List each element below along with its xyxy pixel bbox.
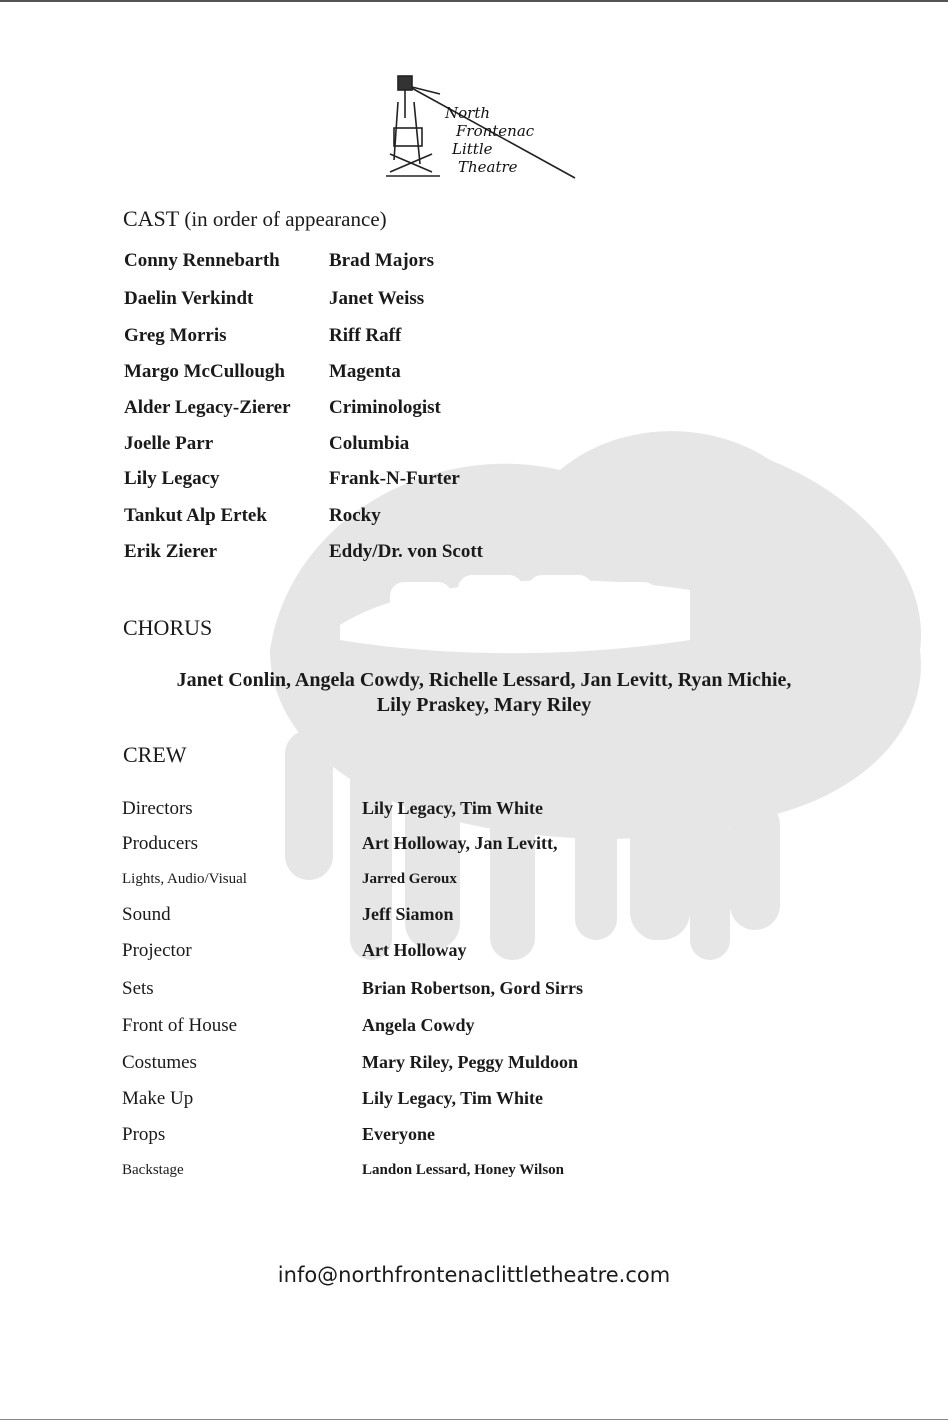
theatre-logo (380, 72, 580, 184)
crew-dept: Make Up (122, 1088, 194, 1109)
cast-role: Frank-N-Furter (329, 468, 460, 489)
logo-line-3: Little (452, 140, 493, 158)
crew-names: Landon Lessard, Honey Wilson (362, 1162, 565, 1178)
cast-role: Eddy/Dr. von Scott (329, 541, 483, 562)
cast-actor: Conny Rennebarth (124, 250, 280, 271)
crew-dept: Projector (122, 940, 192, 961)
crew-heading: CREW (123, 742, 187, 767)
cast-role: Criminologist (329, 397, 441, 418)
cast-heading (123, 206, 387, 232)
cast-role: Columbia (329, 433, 410, 454)
cast-role: Rocky (329, 505, 381, 526)
contact-email: info@northfrontenaclittletheatre.com (277, 1263, 671, 1287)
crew-names: Everyone (362, 1124, 435, 1144)
crew-names: Art Holloway (362, 940, 467, 960)
cast-actor: Erik Zierer (124, 541, 218, 562)
cast-title: CAST (123, 206, 179, 231)
crew-dept: Costumes (122, 1052, 197, 1073)
crew-names: Jeff Siamon (362, 904, 454, 924)
crew-dept: Directors (122, 798, 193, 819)
logo-line-1: North (445, 104, 491, 122)
crew-names: Art Holloway, Jan Levitt, (362, 833, 558, 853)
cast-actor: Tankut Alp Ertek (124, 505, 267, 526)
crew-names: Angela Cowdy (362, 1015, 475, 1035)
crew-dept: Producers (122, 833, 198, 854)
cast-actor: Joelle Parr (124, 433, 214, 454)
logo-line-4: Theatre (458, 158, 518, 176)
crew-dept: Sound (122, 904, 171, 925)
cast-role: Janet Weiss (329, 288, 425, 309)
cast-role: Brad Majors (329, 250, 435, 271)
crew-dept: Backstage (122, 1162, 184, 1178)
cast-actor: Alder Legacy-Zierer (124, 397, 291, 418)
chorus-line-2: Lily Praskey, Mary Riley (376, 694, 592, 716)
chorus-line-1: Janet Conlin, Angela Cowdy, Richelle Lessard, Jan Levitt, Ryan Michie, (176, 669, 792, 691)
cast-subtitle: (in order of appearance) (184, 207, 387, 231)
cast-actor: Lily Legacy (124, 468, 220, 489)
cast-role: Riff Raff (329, 325, 402, 346)
bottom-rule (0, 1419, 948, 1420)
crew-names: Lily Legacy, Tim White (362, 798, 544, 818)
crew-dept: Sets (122, 978, 154, 999)
cast-role: Magenta (329, 361, 401, 382)
crew-dept: Props (122, 1124, 166, 1145)
chorus-heading: CHORUS (123, 615, 213, 640)
crew-names: Mary Riley, Peggy Muldoon (362, 1052, 578, 1072)
cast-actor: Greg Morris (124, 325, 227, 346)
crew-names: Lily Legacy, Tim White (362, 1088, 544, 1108)
logo-line-2: Frontenac (456, 122, 535, 140)
crew-dept: Lights, Audio/Visual (122, 871, 247, 887)
crew-names: Brian Robertson, Gord Sirrs (362, 978, 584, 998)
chorus-members (120, 668, 848, 718)
top-rule (0, 0, 948, 2)
cast-actor: Daelin Verkindt (124, 288, 254, 309)
cast-actor: Margo McCullough (124, 361, 285, 382)
crew-dept: Front of House (122, 1015, 238, 1036)
crew-names: Jarred Geroux (362, 871, 457, 887)
